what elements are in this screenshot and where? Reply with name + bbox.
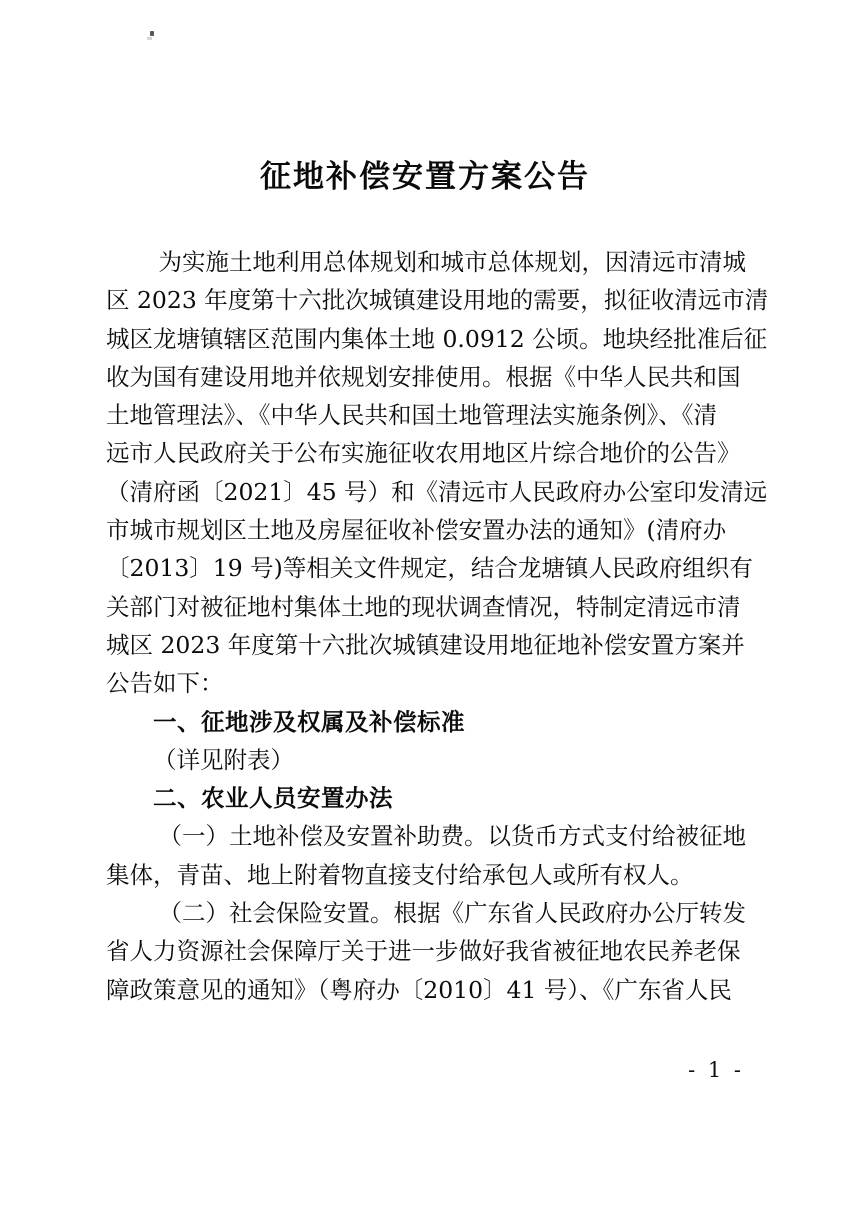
body-line <box>106 396 746 434</box>
body-line <box>106 626 746 664</box>
body-line-text: （一）土地补偿及安置补助费。以货币方式支付给被征地 <box>158 822 746 851</box>
page-number-footer: - 1 - <box>688 1058 744 1082</box>
scan-artifact-speck <box>150 31 154 36</box>
body-line <box>106 358 746 396</box>
body-line-text: 市城市规划区土地及房屋征收补偿安置办法的通知》(清府办 <box>106 516 727 545</box>
body-line <box>106 932 746 970</box>
body-line-text: 远市人民政府关于公布实施征收农用地区片综合地价的公告》 <box>106 439 741 468</box>
body-line <box>106 588 746 626</box>
body-line <box>106 817 746 855</box>
body-line-text: 区 2023 年度第十六批次城镇建设用地的需要，拟征收清远市清 <box>106 286 769 315</box>
body-line-text: （二）社会保险安置。根据《广东省人民政府办公厅转发 <box>158 899 746 928</box>
section-heading-1: 一、征地涉及权属及补偿标准 <box>153 707 465 736</box>
section-1-note: （详见附表） <box>153 745 294 774</box>
body-line <box>106 549 753 587</box>
page-title: 征地补偿安置方案公告 <box>260 159 590 195</box>
body-line-text: 城区龙塘镇辖区范围内集体土地 0.0912 公顷。地块经批准后征 <box>106 324 768 353</box>
body-line <box>106 511 746 549</box>
document-body <box>106 243 769 1009</box>
body-line-text: 土地管理法》、《中华人民共和国土地管理法实施条例》、《清 <box>106 401 717 430</box>
body-line-text: 为实施土地利用总体规划和城市总体规划，因清远市清城 <box>158 248 746 276</box>
body-line-text: （清府函〔2021〕45 号）和《清远市人民政府办公室印发清远 <box>106 477 768 506</box>
body-line <box>106 434 746 472</box>
body-line: 集体，青苗、地上附着物直接支付给承包人或所有权人。 <box>106 860 694 889</box>
scan-artifact-speck-secondary <box>147 37 152 40</box>
body-line: 公告如下： <box>106 669 224 698</box>
body-line-text: 省人力资源社会保障厅关于进一步做好我省被征地农民养老保 <box>106 937 741 966</box>
body-line <box>106 473 768 511</box>
body-line-text: 城区 2023 年度第十六批次城镇建设用地征地补偿安置方案并 <box>106 630 745 659</box>
body-line <box>106 894 746 932</box>
body-line <box>106 281 769 319</box>
section-heading-2: 二、农业人员安置办法 <box>153 784 393 813</box>
body-line-text: 障政策意见的通知》（粤府办〔2010〕41 号）、《广东省人民 <box>106 975 732 1004</box>
body-line-text: 关部门对被征地村集体土地的现状调查情况，特制定清远市清 <box>106 592 741 621</box>
body-line <box>106 243 746 281</box>
body-line-text: 收为国有建设用地并依规划安排使用。根据《中华人民共和国 <box>106 362 741 391</box>
body-line-text: 〔2013〕19 号)等相关文件规定，结合龙塘镇人民政府组织有 <box>106 554 753 583</box>
body-line <box>106 971 746 1009</box>
body-line <box>106 320 768 358</box>
